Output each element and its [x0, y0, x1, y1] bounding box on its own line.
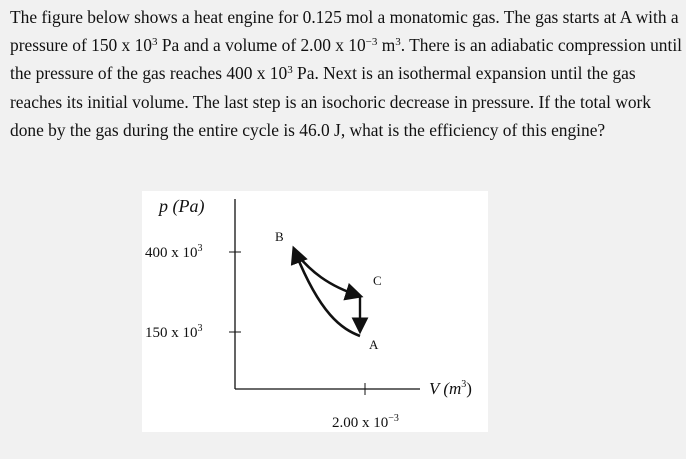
pv-diagram: [142, 191, 488, 432]
point-label-b: B: [275, 229, 284, 244]
y-tick-label-150k: 150 x $10^3$: [145, 323, 203, 341]
x-tick-label: 2.00 x $10^{-3}$: [332, 413, 399, 431]
point-label-a: A: [369, 337, 379, 352]
x-axis-label: V $(m^3)$: [429, 379, 472, 398]
point-label-c: C: [373, 273, 382, 288]
problem-statement: The figure below shows a heat engine for 0.125 mol a monatomic gas. The gas starts at A with a pressure of 150 x $10^3$ Pa and a volume of 2.00 x $10^{-3}$ $m^3$. There is an adiabatic compression until the pressure of the gas reaches 400 x $10^3$ Pa. Next is an isothermal expansion until the gas reaches its initial volume. The last step is an isochoric decrease in pressure. If the total work done by the gas during the entire cycle is 46.0 J, what is the efficiency of this engine?: [10, 7, 682, 140]
y-axis-label: p (Pa): [159, 196, 205, 216]
y-tick-label-400k: 400 x $10^3$: [145, 243, 203, 261]
